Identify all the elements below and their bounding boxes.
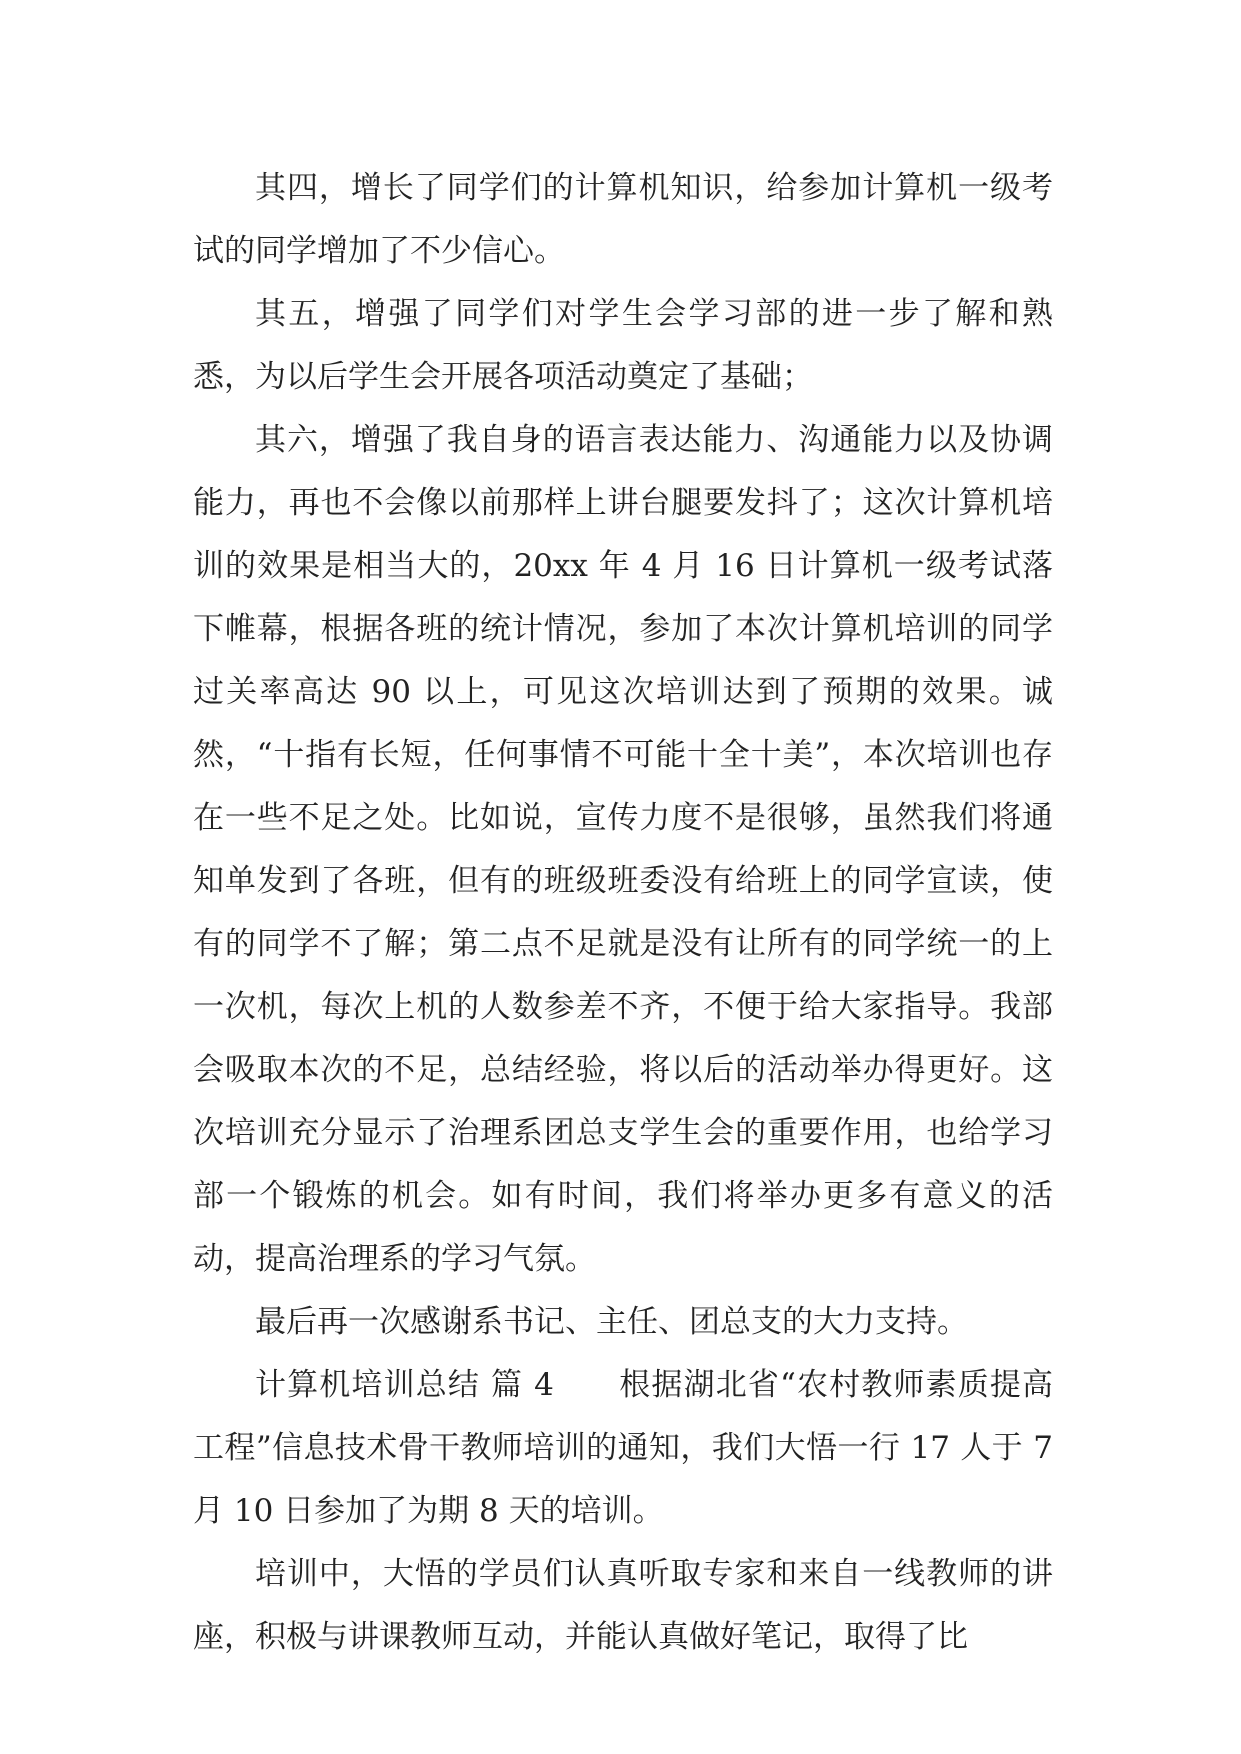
paragraph-section-4: 计算机培训总结 篇 4 根据湖北省“农村教师素质提高工程”信息技术骨干教师培训的通知，我们大悟一行 17 人于 7 月 10 日参加了为期 8 天的培训。 bbox=[193, 1367, 1053, 1529]
document-body bbox=[193, 157, 1053, 1669]
paragraph-6: 其六，增强了我自身的语言表达能力、沟通能力以及协调能力，再也不会像以前那样上讲台腿要发抖了；这次计算机培训的效果是相当大的，20xx 年 4 月 16 日计算机一级考试落下帷幕，根据各班的统计情况，参加了本次计算机培训的同学过关率高达 90 以上，可见这次培训达到了预期的效果。诚然，“十指有长短，任何事情不可能十全十美”，本次培训也存在一些不足之处。比如说，宣传力度不是很够，虽然我们将通知单发到了各班，但有的班级班委没有给班上的同学宣读，使有的同学不了解；第二点不足就是没有让所有的同学统一的上一次机，每次上机的人数参差不齐，不便于给大家指导。我部会吸取本次的不足，总结经验，将以后的活动举办得更好。这次培训充分显示了治理系团总支学生会的重要作用，也给学习部一个锻炼的机会。如有时间，我们将举办更多有意义的活动，提高治理系的学习气氛。 bbox=[193, 422, 1053, 1277]
paragraph-training: 培训中，大悟的学员们认真听取专家和来自一线教师的讲座，积极与讲课教师互动，并能认真做好笔记，取得了比 bbox=[193, 1556, 1053, 1655]
paragraph-5: 其五，增强了同学们对学生会学习部的进一步了解和熟悉，为以后学生会开展各项活动奠定了基础； bbox=[193, 296, 1053, 395]
paragraph-4: 其四，增长了同学们的计算机知识，给参加计算机一级考试的同学增加了不少信心。 bbox=[193, 170, 1053, 269]
paragraph-thanks: 最后再一次感谢系书记、主任、团总支的大力支持。 bbox=[255, 1304, 968, 1340]
